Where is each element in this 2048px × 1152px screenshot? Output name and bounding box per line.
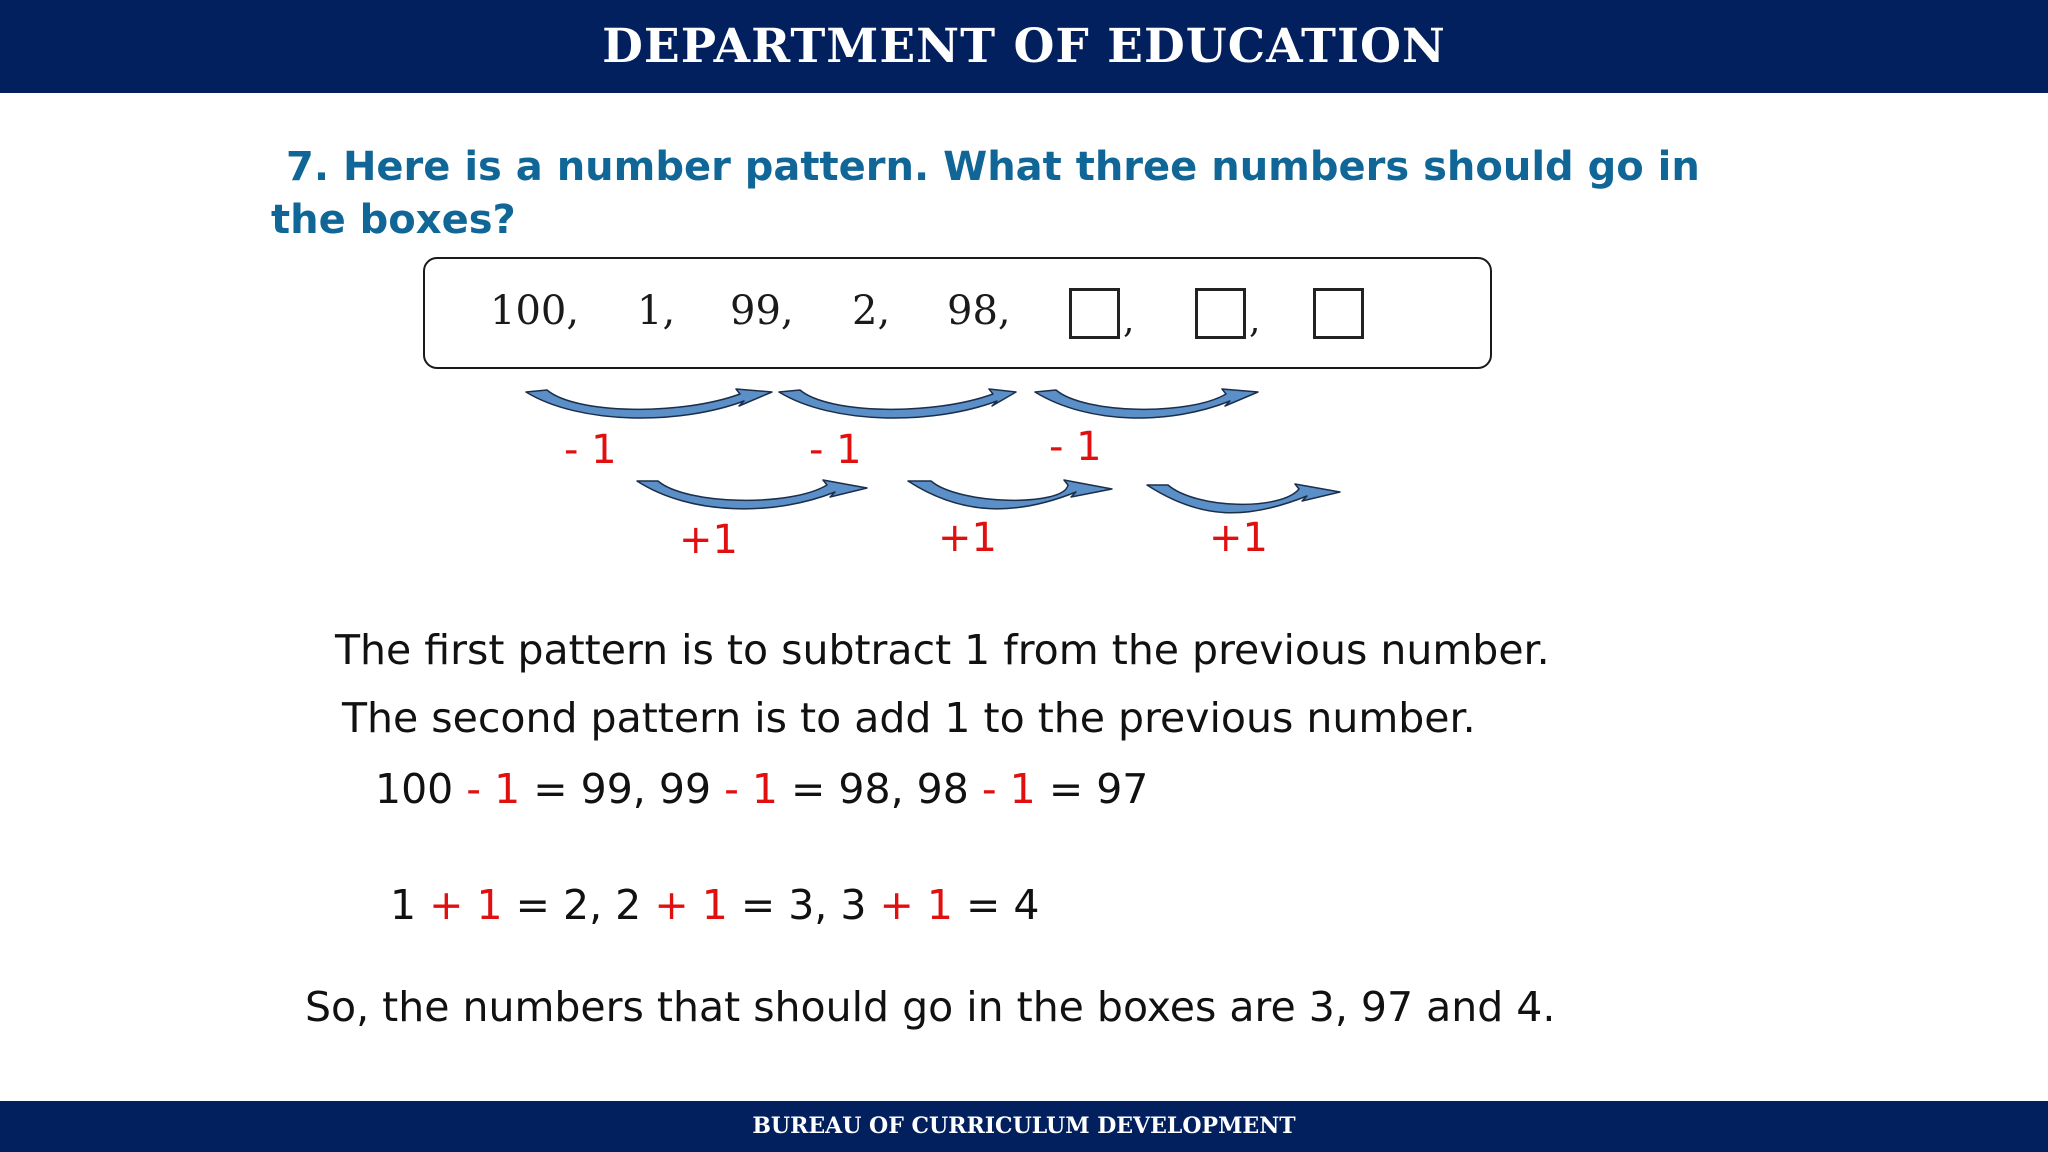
- plus-one-label: +1: [938, 515, 997, 561]
- minus-one-label: - 1: [809, 427, 862, 473]
- equation-operator: + 1: [429, 881, 503, 929]
- comma: ,: [1123, 300, 1135, 341]
- equation-operator: + 1: [654, 881, 728, 929]
- subtract-equation: [375, 765, 1148, 813]
- sequence-number: 99,: [730, 288, 794, 334]
- equation-operator: - 1: [981, 765, 1036, 813]
- answer-box-3[interactable]: [1313, 288, 1364, 339]
- header-bar: [0, 0, 2048, 93]
- explanation-line-2: The second pattern is to add 1 to the previous number.: [342, 694, 1476, 742]
- sequence-number: 100,: [490, 288, 580, 334]
- plus-one-label: +1: [1209, 515, 1268, 561]
- equation-operator: + 1: [879, 881, 953, 929]
- sequence-number: 2,: [852, 288, 891, 334]
- answer-box-1[interactable]: [1069, 288, 1120, 339]
- footer-bar: [0, 1101, 2048, 1152]
- sequence-number: 98,: [947, 288, 1011, 334]
- curved-arrow-icon: [526, 389, 772, 418]
- equation-text: = 3, 3: [727, 881, 880, 929]
- equation-text: = 2, 2: [502, 881, 655, 929]
- plus-one-label: +1: [679, 517, 738, 563]
- explanation-line-1: The first pattern is to subtract 1 from the previous number.: [335, 626, 1550, 674]
- curved-arrow-icon: [1035, 389, 1258, 418]
- add-equation: [390, 881, 1040, 929]
- question-line-2: the boxes?: [271, 197, 516, 243]
- curved-arrow-icon: [637, 480, 867, 509]
- header-title: DEPARTMENT OF EDUCATION: [602, 19, 1446, 74]
- minus-one-label: - 1: [1049, 424, 1102, 470]
- footer-title: BUREAU OF CURRICULUM DEVELOPMENT: [752, 1113, 1296, 1139]
- equation-text: = 97: [1035, 765, 1149, 813]
- equation-text: 1: [390, 881, 430, 929]
- equation-text: = 4: [952, 881, 1040, 929]
- curved-arrow-icon: [779, 389, 1016, 418]
- conclusion-text: So, the numbers that should go in the boxes are 3, 97 and 4.: [305, 983, 1556, 1031]
- question-line-1: 7. Here is a number pattern. What three numbers should go in: [286, 144, 1700, 190]
- sequence-number: 1,: [637, 288, 676, 334]
- equation-operator: - 1: [724, 765, 778, 813]
- minus-one-label: - 1: [564, 427, 617, 473]
- equation-text: = 98, 98: [778, 765, 982, 813]
- curved-arrow-icon: [908, 480, 1112, 509]
- equation-operator: - 1: [466, 765, 521, 813]
- equation-text: 100: [375, 765, 467, 813]
- comma: ,: [1249, 300, 1261, 341]
- answer-box-2[interactable]: [1195, 288, 1246, 339]
- equation-text: = 99, 99: [520, 765, 725, 813]
- curved-arrow-icon: [1147, 484, 1340, 513]
